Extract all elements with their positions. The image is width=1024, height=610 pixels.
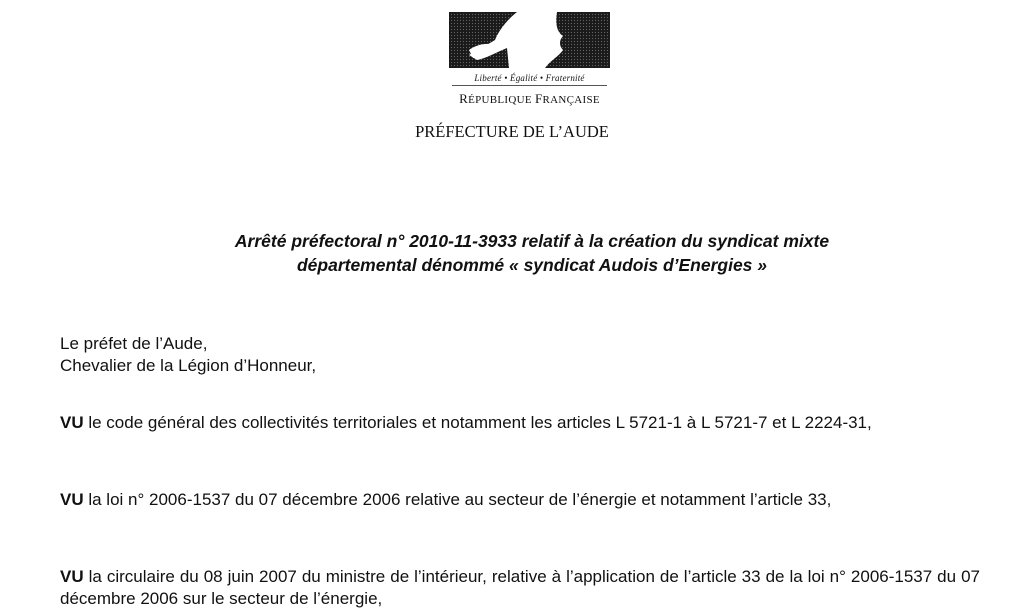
title-line-1: Arrêté préfectoral n° 2010-11-3933 relatif à la création du syndicat mixte — [234, 231, 830, 251]
visa-prefix: VU — [60, 413, 84, 432]
republic-name: RÉPUBLIQUE FRANÇAISE — [459, 91, 600, 106]
prefecture-heading: PRÉFECTURE DE L’AUDE — [415, 122, 609, 141]
visa-prefix: VU — [60, 567, 84, 586]
visa-paragraph-3 — [60, 566, 980, 610]
intro-line-2: Chevalier de la Légion d’Honneur, — [60, 356, 317, 375]
visa-text: le code général des collectivités territoriales et notamment les articles L 5721-1 à L 5721-7 et L 2224-31, — [83, 413, 872, 432]
document-title — [0, 229, 1024, 277]
visa-paragraph-2 — [60, 489, 980, 511]
visa-paragraph-1 — [60, 412, 980, 434]
prefect-intro — [60, 333, 980, 377]
divider — [452, 85, 607, 86]
marianne-emblem-icon — [447, 10, 612, 70]
title-line-2: départemental dénommé « syndicat Audois d’Energies » — [296, 255, 768, 275]
visa-prefix: VU — [60, 490, 84, 509]
republic-motto: Liberté • Égalité • Fraternité — [474, 73, 585, 83]
visa-text: la loi n° 2006-1537 du 07 décembre 2006 relative au secteur de l’énergie et notamment l’article 33, — [83, 490, 832, 509]
visa-text: la circulaire du 08 juin 2007 du ministre de l’intérieur, relative à l’application de l’article 33 de la loi n° 2006-1537 du 07 décembre 2006 sur le secteur de l’énergie, — [60, 567, 980, 608]
intro-line-1: Le préfet de l’Aude, — [60, 334, 208, 353]
